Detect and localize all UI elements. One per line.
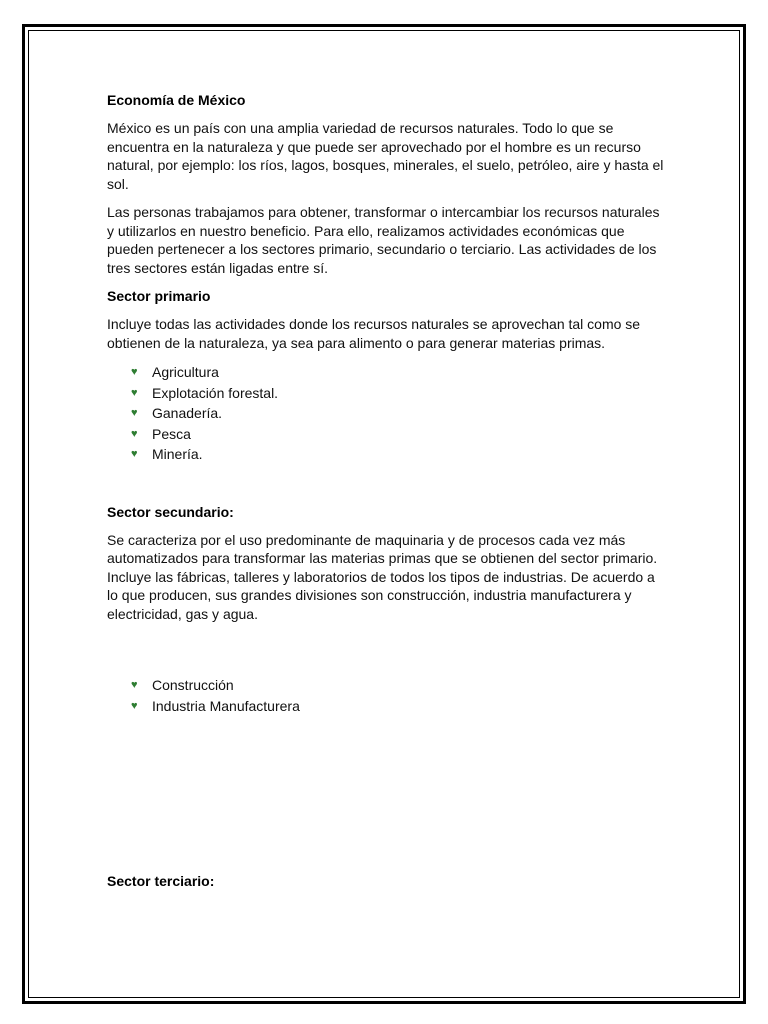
primary-sector-heading: Sector primario (107, 288, 211, 304)
list-item (131, 424, 667, 445)
list-item-label: Agricultura (152, 364, 219, 380)
heart-bullet-icon: ♥ (131, 366, 138, 378)
list-item (131, 696, 667, 717)
tertiary-sector-heading: Sector terciario: (107, 873, 215, 889)
heart-bullet-icon: ♥ (131, 699, 138, 712)
document-content (107, 91, 667, 900)
list-item (131, 403, 667, 424)
list-item-label: Industria Manufacturera (152, 697, 300, 714)
heart-bullet-icon: ♥ (131, 679, 138, 691)
spacer (107, 465, 667, 503)
primary-sector-text: Incluye todas las actividades donde los recursos naturales se aprovechan tal como se obtienen de la naturaleza, ya sea para alimento o para generar materias primas. (107, 316, 641, 351)
list-item (131, 362, 667, 383)
heart-bullet-icon: ♥ (131, 386, 138, 399)
list-item (131, 383, 667, 404)
secondary-sector-heading: Sector secundario: (107, 503, 234, 520)
intro-paragraph: Las personas trabajamos para obtener, transformar o intercambiar los recursos naturales y utilizarlos en nuestro beneficio. Para ello, realizamos actividades económicas que pueden pertenecer a los sectores primario, secundario o terciario. Las actividades de los tres sectores están ligadas entre sí. (107, 204, 660, 276)
list-item-label: Construcción (152, 677, 234, 693)
list-item-label: Ganadería. (152, 405, 223, 421)
spacer (107, 633, 667, 675)
heart-bullet-icon: ♥ (131, 427, 138, 440)
secondary-sector-text: Se caracteriza por el uso predominante de maquinaria y de procesos cada vez más automatizados para transformar las materias primas que se obtienen del sector primario. Incluye las fábricas, talleres y laboratorios de todos los tipos de industrias. De acuerdo a lo que producen, sus grandes divisiones son construcción, industria manufacturera y electricidad, gas y agua. (107, 531, 658, 622)
primary-sector-list (107, 362, 667, 465)
list-item (131, 675, 667, 696)
list-item-label: Pesca (152, 425, 191, 442)
intro-paragraph: México es un país con una amplia variedad de recursos naturales. Todo lo que se encuentra en la naturaleza y que puede ser aprovechado por el hombre es un recurso natural, por ejemplo: los ríos, lagos, bosques, minerales, el suelo, petróleo, aire y hasta el sol. (107, 120, 664, 192)
list-item-label: Minería. (152, 446, 203, 462)
list-item (131, 444, 667, 465)
heart-bullet-icon: ♥ (131, 448, 138, 460)
secondary-sector-list (107, 675, 667, 716)
document-title: Economía de México (107, 92, 246, 108)
list-item-label: Explotación forestal. (152, 384, 279, 401)
heart-bullet-icon: ♥ (131, 407, 138, 419)
spacer (107, 716, 667, 872)
